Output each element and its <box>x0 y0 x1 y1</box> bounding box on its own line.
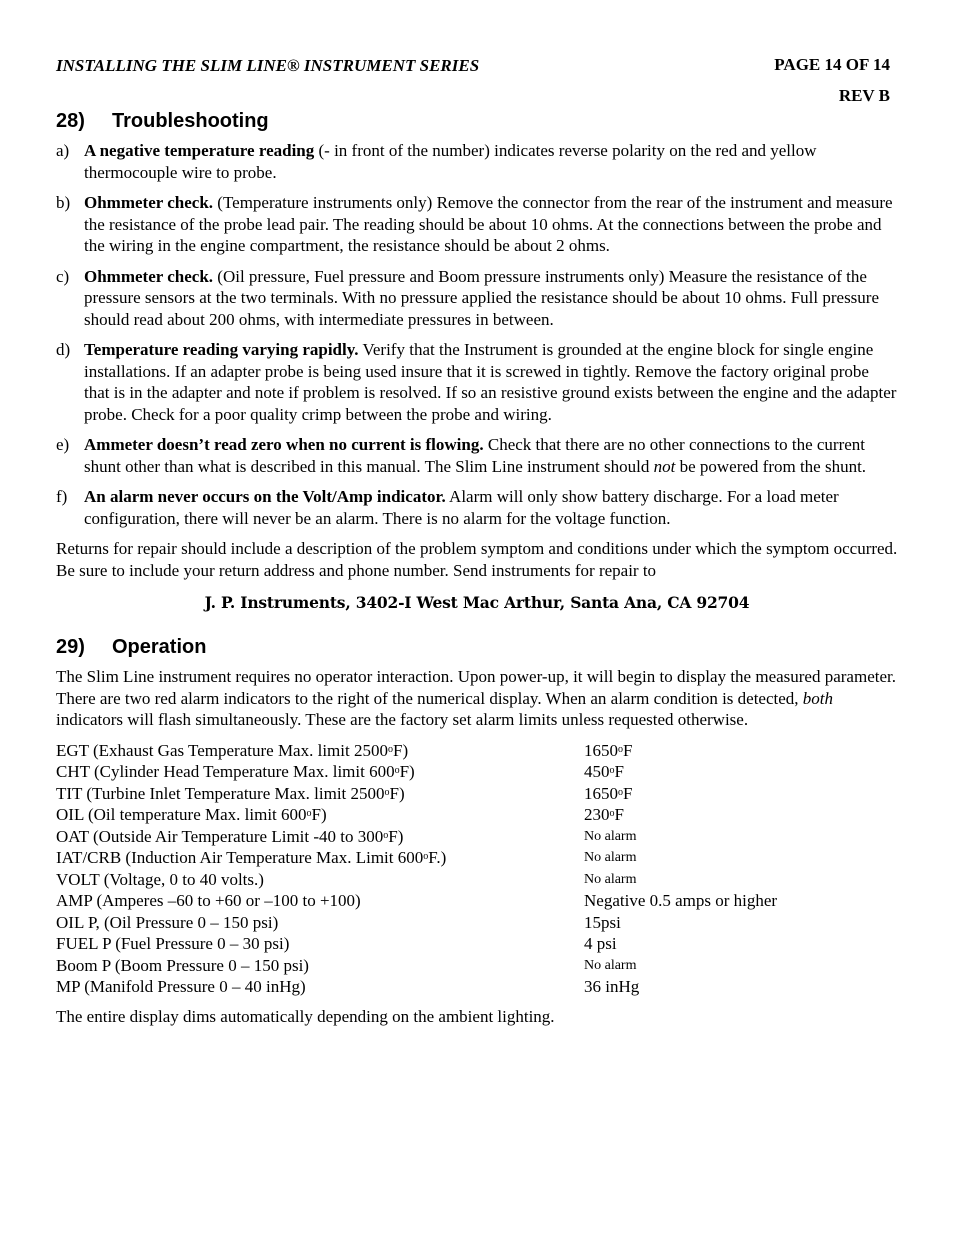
page-header <box>56 56 898 108</box>
limit-parameter: CHT (Cylinder Head Temperature Max. limit 600$^o$F) <box>56 762 415 781</box>
list-item: c) Ohmmeter check. (Oil pressure, Fuel pressure and Boom pressure instruments only) Measure the resistance of the pressure sensors at the two terminals. With no pressure applied the resistance should be about 10 ohms. Full pressure should read about 200 ohms, with intermediate pressures in between. <box>56 266 880 329</box>
limit-parameter: IAT/CRB (Induction Air Temperature Max. Limit 600$^o$F.) <box>56 848 447 867</box>
limit-value: No alarm <box>584 957 637 973</box>
limit-parameter: OIL (Oil temperature Max. limit 600$^o$F) <box>56 805 327 824</box>
troubleshooting-section <box>56 108 898 612</box>
closing-paragraph: The entire display dims automatically depending on the ambient lighting. <box>56 1006 555 1026</box>
document-page <box>56 56 898 1036</box>
limit-parameter: OIL P, (Oil Pressure 0 – 150 psi) <box>56 912 279 932</box>
revision: REV B <box>838 86 890 105</box>
operation-intro: The Slim Line instrument requires no operator interaction. Upon power-up, it will begin to display the measured parameter. There are two red alarm indicators to the right of the numerical display. When an alarm condition is detected, both indicators will flash simultaneously. These are the factory set alarm limits unless requested otherwise. <box>56 667 896 729</box>
limit-parameter: Boom P (Boom Pressure 0 – 150 psi) <box>56 955 309 975</box>
alarm-limits-table <box>56 740 898 998</box>
table-row <box>56 976 898 998</box>
limit-value: 15psi <box>584 912 621 932</box>
limit-parameter: FUEL P (Fuel Pressure 0 – 30 psi) <box>56 934 290 953</box>
return-address: J. P. Instruments, 3402-I West Mac Arthur, Santa Ana, CA 92704 <box>204 593 750 612</box>
list-item: f) An alarm never occurs on the Volt/Amp indicator. Alarm will only show battery discharge. For a load meter configuration, there will never be an alarm. There is no alarm for the voltage function. <box>56 487 839 528</box>
section-heading-operation: 29) Operation <box>56 636 207 658</box>
limit-parameter: AMP (Amperes –60 to +60 or –100 to +100) <box>56 891 361 910</box>
table-row <box>56 869 898 891</box>
limit-parameter: VOLT (Voltage, 0 to 40 volts.) <box>56 869 264 889</box>
table-row <box>56 890 898 912</box>
section-heading-troubleshooting: 28) Troubleshooting <box>56 110 269 132</box>
page-number: PAGE 14 OF 14 <box>774 55 890 74</box>
table-row <box>56 761 898 783</box>
list-item: e) Ammeter doesn’t read zero when no current is flowing. Check that there are no other connections to the current shunt other than what is described in this manual. The Slim Line instrument should not be powered from the shunt. <box>56 435 867 476</box>
table-row <box>56 955 898 977</box>
list-item: b) Ohmmeter check. (Temperature instruments only) Remove the connector from the rear of the instrument and measure the resistance of the probe lead pair. The reading should be about 10 ohms. At the connections between the probe and the wiring in the engine compartment, the resistance should be about 2 ohms. <box>56 193 893 255</box>
limit-parameter: MP (Manifold Pressure 0 – 40 inHg) <box>56 977 306 996</box>
table-row <box>56 933 898 955</box>
limit-value: 1650$^o$F <box>584 783 633 803</box>
limit-parameter: TIT (Turbine Inlet Temperature Max. limit 2500$^o$F) <box>56 783 405 803</box>
limit-value: 230$^o$F <box>584 805 624 824</box>
list-item: a) A negative temperature reading (- in front of the number) indicates reverse polarity on the red and yellow thermocouple wire to probe. <box>56 141 817 182</box>
document-title: INSTALLING THE SLIM LINE® INSTRUMENT SERIES <box>56 56 480 75</box>
limit-value: No alarm <box>584 828 637 844</box>
table-row <box>56 740 898 762</box>
troubleshooting-list <box>56 140 898 529</box>
operation-section <box>56 634 898 1027</box>
limit-value: 450$^o$F <box>584 762 624 781</box>
list-item: d) Temperature reading varying rapidly. Verify that the Instrument is grounded at the engine block for single engine installations. If an adapter probe is being used insure that it is screwed in tightly. Remove the factory original probe that is in the adapter and note if problem is resolved. If so an resistive ground exists between the engine and the adapter probe. Check for a poor quality crimp between the probe and wiring. <box>56 340 897 424</box>
limit-parameter: EGT (Exhaust Gas Temperature Max. limit 2500$^o$F) <box>56 740 409 760</box>
page-info <box>774 49 890 111</box>
limit-value: 36 inHg <box>584 977 640 996</box>
table-row <box>56 826 898 848</box>
table-row <box>56 783 898 805</box>
limit-parameter: OAT (Outside Air Temperature Limit -40 to 300$^o$F) <box>56 826 404 846</box>
table-row <box>56 804 898 826</box>
returns-paragraph: Returns for repair should include a description of the problem symptom and conditions under which the symptom occurred. Be sure to include your return address and phone number. Send instruments for repair to <box>56 539 898 580</box>
limit-value: 1650$^o$F <box>584 740 633 760</box>
limit-value: No alarm <box>584 871 637 887</box>
table-row <box>56 847 898 869</box>
limit-value: Negative 0.5 amps or higher <box>584 891 778 910</box>
table-row <box>56 912 898 934</box>
limit-value: No alarm <box>584 850 637 865</box>
limit-value: 4 psi <box>584 934 617 953</box>
